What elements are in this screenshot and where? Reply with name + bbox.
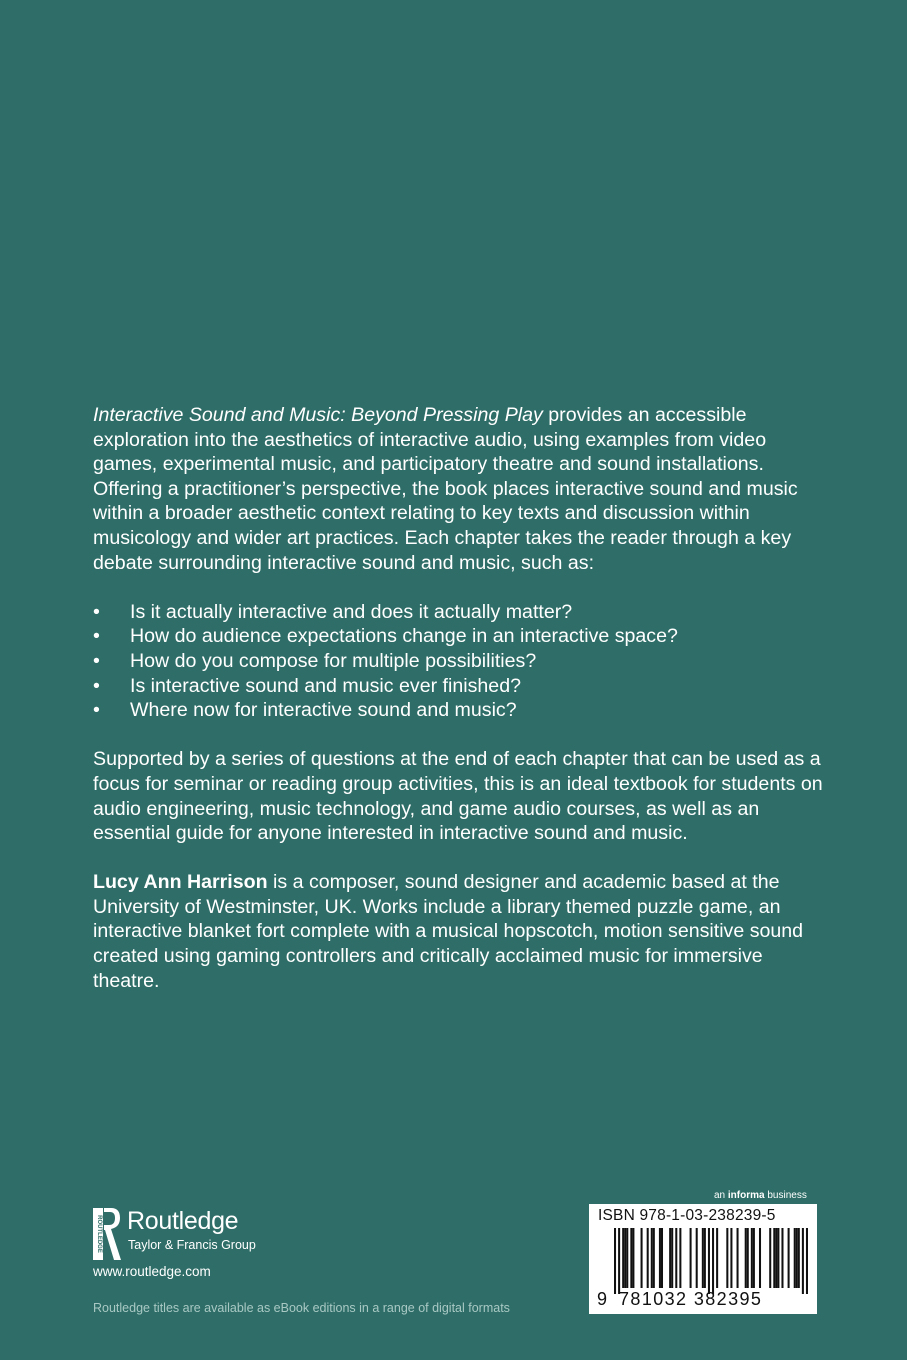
routledge-logo xyxy=(93,1206,293,1261)
isbn-label: ISBN 978-1-03-238239-5 xyxy=(598,1207,776,1224)
ebook-note: Routledge titles are available as eBook editions in a range of digital formats xyxy=(93,1301,510,1315)
barcode-bar xyxy=(679,1228,681,1288)
barcode-bar xyxy=(622,1228,624,1288)
barcode-bar xyxy=(775,1228,777,1288)
list-item: • Is interactive sound and music ever finished? xyxy=(93,674,521,697)
publisher-group: Taylor & Francis Group xyxy=(128,1238,256,1252)
back-cover-blurb xyxy=(93,403,833,993)
barcode-bar xyxy=(712,1228,714,1294)
barcode-bar xyxy=(769,1228,771,1288)
barcode-bar xyxy=(653,1228,655,1288)
barcode-bar xyxy=(647,1228,649,1288)
barcode-bar xyxy=(773,1228,775,1288)
barcode-bar xyxy=(802,1228,804,1294)
barcode-bar xyxy=(796,1228,798,1288)
barcode-bar xyxy=(632,1228,634,1288)
barcode-bar xyxy=(726,1228,728,1288)
barcode-bar xyxy=(626,1228,628,1288)
author-bio: is a composer, sound designer and academic based at the University of Westminster, UK. Works include a library themed puzzle game, an interactive blanket fort complete with a musical hopscotch, motion sensitive sound created using gaming controllers and critically acclaimed music for immersive theatre. xyxy=(93,871,804,992)
barcode-bar xyxy=(690,1228,692,1288)
barcode-bar xyxy=(798,1228,800,1288)
publisher-name: Routledge xyxy=(127,1207,239,1235)
barcode-bar xyxy=(630,1228,632,1288)
intro-paragraph xyxy=(93,403,833,575)
barcode-bar xyxy=(806,1228,808,1294)
barcode-bar xyxy=(704,1228,706,1288)
list-item: • Where now for interactive sound and music? xyxy=(93,699,517,722)
barcode-bar xyxy=(716,1228,718,1288)
barcode-bars xyxy=(614,1228,808,1294)
isbn-barcode xyxy=(589,1204,817,1314)
barcode-bar xyxy=(751,1228,753,1288)
barcode-bar xyxy=(730,1228,732,1288)
list-item: • How do you compose for multiple possibilities? xyxy=(93,649,537,672)
bullet-icon: • xyxy=(93,674,100,697)
barcode-bar xyxy=(708,1228,710,1294)
intro-text: provides an accessible exploration into the aesthetics of interactive audio, using examples from video games, experimental music, and participatory theatre and sound installations. Offering a practitioner’s perspective, the book places interactive sound and music within a broader aesthetic context relating to key texts and discussion within musicology and wider art practices. Each chapter takes the reader through a key debate surrounding interactive sound and music, such as: xyxy=(93,404,798,574)
barcode-bar xyxy=(661,1228,663,1288)
barcode-bar xyxy=(614,1228,616,1294)
barcode-bar xyxy=(737,1228,739,1288)
author-name: Lucy Ann Harrison xyxy=(93,871,268,894)
barcode-bar xyxy=(618,1228,620,1294)
barcode-bar xyxy=(745,1228,747,1288)
debate-list xyxy=(93,600,833,723)
barcode-bar xyxy=(777,1228,779,1288)
list-item: • How do audience expectations change in an interactive space? xyxy=(93,625,678,648)
barcode-bar xyxy=(753,1228,755,1288)
bullet-icon: • xyxy=(93,625,100,648)
bullet-icon: • xyxy=(93,699,100,722)
author-paragraph xyxy=(93,870,833,993)
barcode-bar xyxy=(675,1228,677,1288)
barcode-bar xyxy=(702,1228,704,1288)
ean-first-digit: 9 xyxy=(597,1289,608,1309)
informa-tagline: an informa business xyxy=(714,1190,807,1201)
publisher-website: www.routledge.com xyxy=(93,1264,211,1279)
svg-text:ROUTLEDGE: ROUTLEDGE xyxy=(96,1215,102,1253)
routledge-r-icon xyxy=(93,1208,121,1260)
barcode-bar xyxy=(794,1228,796,1288)
support-paragraph: Supported by a series of questions at the end of each chapter that can be used as a focus for seminar or reading group activities, this is an ideal textbook for students on audio engineering, music technology, and game audio courses, as well as an essential guide for anyone interested in interactive sound and music. xyxy=(93,748,823,845)
barcode-bar xyxy=(641,1228,643,1288)
barcode-bar xyxy=(747,1228,749,1288)
barcode-bar xyxy=(659,1228,661,1288)
book-title: Interactive Sound and Music: Beyond Pressing Play xyxy=(93,404,543,426)
ean-digits: 781032 382395 xyxy=(619,1289,763,1309)
list-item: • Is it actually interactive and does it actually matter? xyxy=(93,600,573,623)
barcode-bar xyxy=(696,1228,698,1288)
bullet-icon: • xyxy=(93,600,100,623)
bullet-icon: • xyxy=(93,649,100,672)
barcode-bar xyxy=(651,1228,653,1288)
barcode-bar xyxy=(788,1228,790,1288)
barcode-bar xyxy=(624,1228,626,1288)
barcode-bar xyxy=(759,1228,761,1288)
barcode-bar xyxy=(671,1228,673,1288)
informa-brand: informa xyxy=(727,1190,765,1201)
barcode-bar xyxy=(669,1228,671,1288)
barcode-bar xyxy=(781,1228,783,1288)
